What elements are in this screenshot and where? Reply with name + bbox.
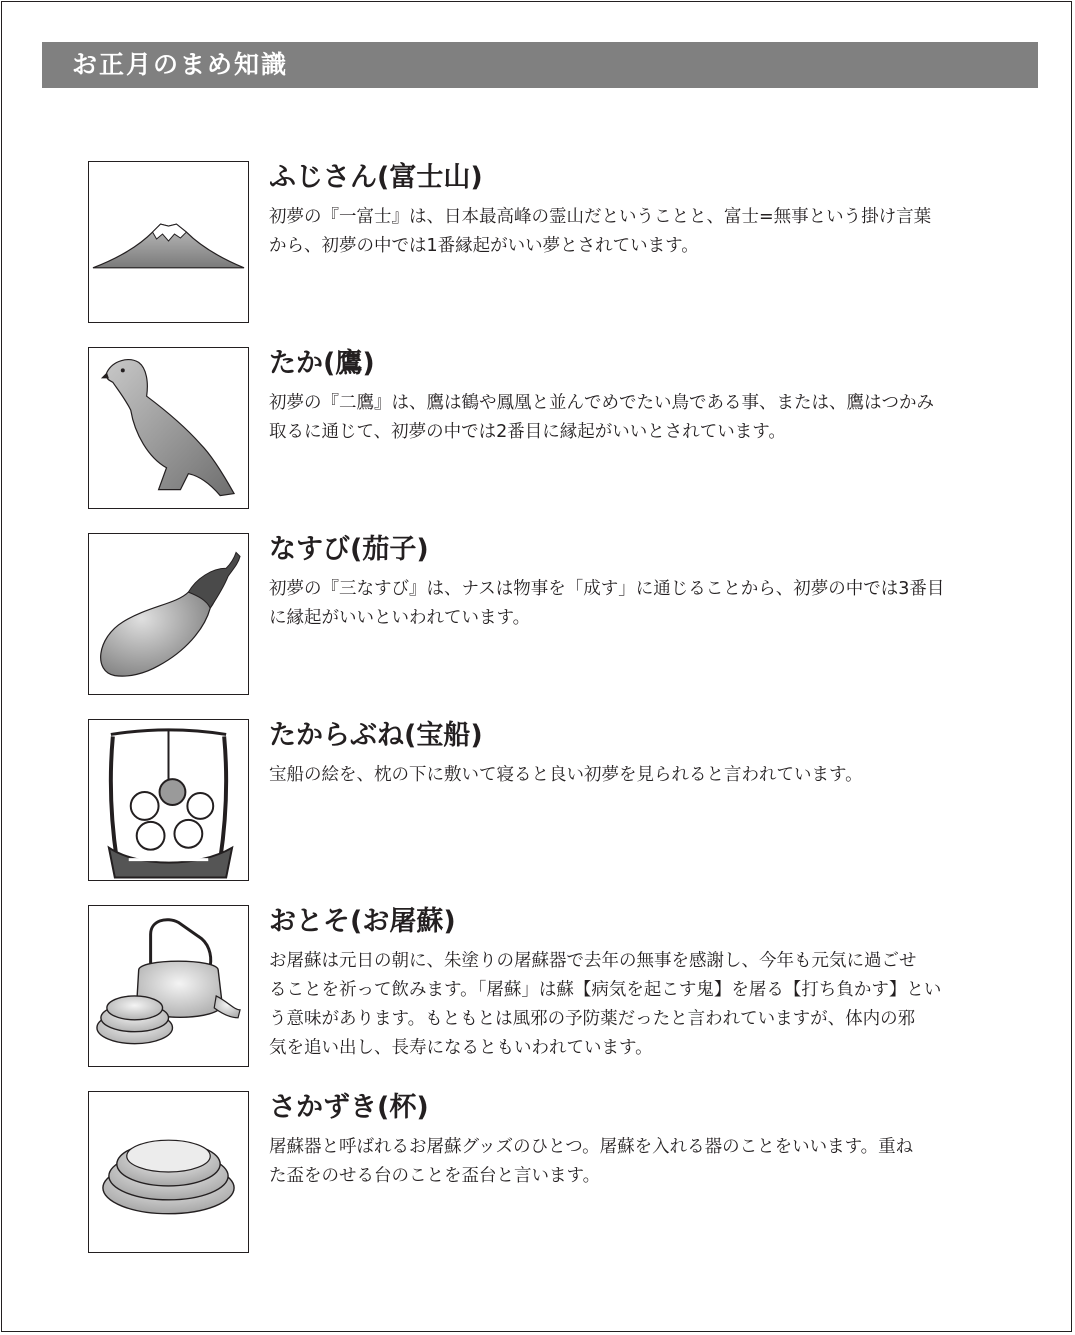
list-item-otoso (88, 905, 1038, 1067)
item-description: 初夢の『三なすび』は、ナスは物事を「成す」に通じることから、初夢の中では3番目 に縁起がいいといわれています。 (269, 579, 945, 628)
item-title: さかずき(杯) (269, 1092, 429, 1123)
item-description: 初夢の『一富士』は、日本最高峰の霊山だということと、富士=無事という掛け言葉 から、初夢の中では1番縁起がいい夢とされています。 (269, 207, 932, 256)
list-item-eggplant (88, 533, 1038, 695)
item-title: たか(鷹) (269, 348, 375, 379)
sake-cups-icon (88, 1091, 249, 1253)
list-item-hawk (88, 347, 1038, 509)
list-item-treasure-ship (88, 719, 1038, 881)
hawk-icon (88, 347, 249, 509)
list-item-sake-cups (88, 1091, 1038, 1253)
item-description: 屠蘇器と呼ばれるお屠蘇グッズのひとつ。屠蘇を入れる器のことをいいます。重ね た盃をのせる台のことを盃台と言います。 (269, 1137, 914, 1186)
otoso-set-icon (88, 905, 249, 1067)
item-title: ふじさん(富士山) (269, 162, 483, 193)
list-item-fuji (88, 161, 1038, 323)
mount-fuji-icon (88, 161, 249, 323)
item-description: 初夢の『二鷹』は、鷹は鶴や鳳凰と並んでめでたい鳥である事、または、鷹はつかみ 取るに通じて、初夢の中では2番目に縁起がいいとされています。 (269, 393, 934, 442)
item-title: なすび(茄子) (269, 534, 429, 565)
treasure-ship-icon (88, 719, 249, 881)
eggplant-icon (88, 533, 249, 695)
item-title: たからぶね(宝船) (269, 720, 483, 751)
page-title: お正月のまめ知識 (42, 42, 1038, 88)
item-title: おとそ(お屠蘇) (269, 906, 456, 937)
item-description: お屠蘇は元日の朝に、朱塗りの屠蘇器で去年の無事を感謝し、今年も元気に過ごせ ることを祈って飲みます。「屠蘇」は蘇【病気を起こす鬼】を屠る【打ち負かす】とい う意味があります。もともとは風邪の予防薬だったと言われていますが、体内の邪 気を追い出し、長寿になるともいわれています。 (269, 951, 942, 1058)
item-description: 宝船の絵を、枕の下に敷いて寝ると良い初夢を見られると言われています。 (269, 765, 863, 785)
